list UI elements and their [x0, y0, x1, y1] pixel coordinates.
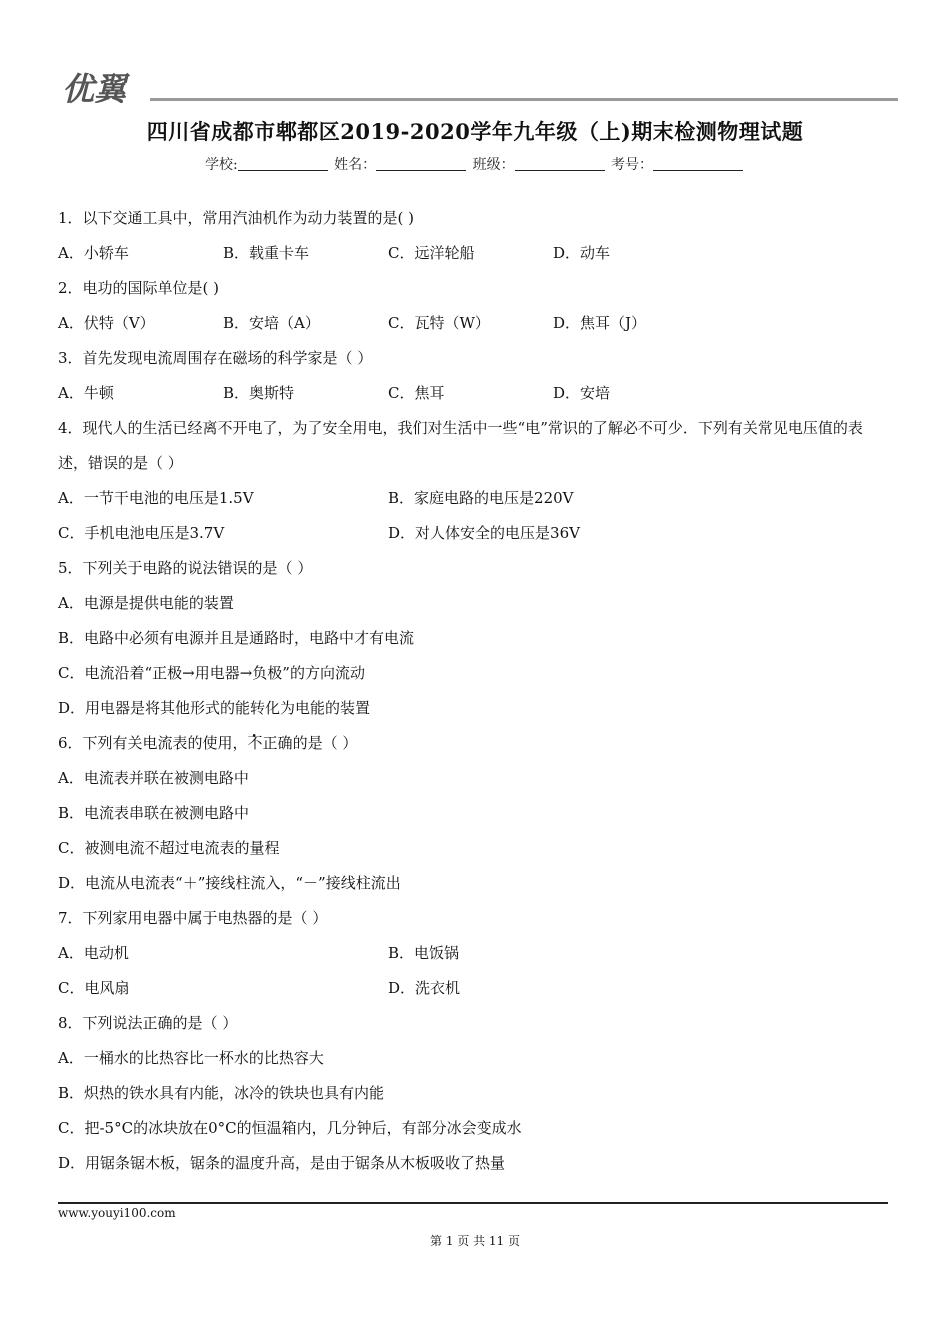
name-blank — [376, 156, 466, 171]
option-d: D．焦耳（J） — [553, 314, 647, 332]
name-label: 姓名： — [334, 157, 377, 173]
option-b: B．奥斯特 — [223, 384, 295, 402]
question-1-options — [58, 236, 888, 271]
question-list — [58, 201, 888, 1181]
option-d: D．用锯条锯木板，锯条的温度升高，是由于锯条从木板吸收了热量 — [58, 1154, 506, 1172]
option-a: A．伏特（V） — [58, 314, 155, 332]
option-d: D．动车 — [553, 244, 611, 262]
footer-website[interactable]: www.youyi100.com — [58, 1206, 176, 1220]
question-3: 3．首先发现电流周围存在磁场的科学家是（ ） — [58, 349, 373, 367]
option-a: A．电源是提供电能的装置 — [58, 594, 234, 612]
option-b: B．安培（A） — [223, 314, 320, 332]
page-number: 第 1 页 共 11 页 — [430, 1234, 520, 1248]
question-7: 7．下列家用电器中属于电热器的是（ ） — [58, 909, 328, 927]
option-a: A．小轿车 — [58, 244, 129, 262]
question-2-options — [58, 306, 888, 341]
option-d: D．对人体安全的电压是36V — [388, 524, 580, 542]
school-label: 学校: — [204, 157, 238, 173]
option-b: B．电饭锅 — [388, 944, 460, 962]
question-6-stem-end: 的是（ ） — [292, 734, 358, 752]
class-blank — [515, 156, 605, 171]
class-label: 班级： — [472, 157, 515, 173]
option-b: B．家庭电路的电压是220V — [388, 489, 574, 507]
question-4-options-row-2 — [58, 516, 888, 551]
question-1: 1．以下交通工具中，常用汽油机作为动力装置的是( ) — [58, 209, 415, 227]
school-blank — [238, 156, 328, 171]
option-b: B．载重卡车 — [223, 244, 310, 262]
header-rule — [150, 98, 898, 101]
question-3-options — [58, 376, 888, 411]
option-a: A．电流表并联在被测电路中 — [58, 769, 249, 787]
option-b: B．电流表串联在被测电路中 — [58, 804, 250, 822]
question-4: 4．现代人的生活已经离不开电了，为了安全用电，我们对生活中一些“电”常识的了解必不可少．下列有关常见电压值的表述，错误的是（ ） — [58, 419, 863, 472]
exam-number-label: 考号： — [611, 157, 654, 173]
option-a: A．一节干电池的电压是1.5V — [58, 489, 254, 507]
option-b: B．炽热的铁水具有内能，冰冷的铁块也具有内能 — [58, 1084, 385, 1102]
option-c: C．被测电流不超过电流表的量程 — [58, 839, 280, 857]
question-2: 2．电功的国际单位是( ) — [58, 279, 220, 297]
option-a: A．一桶水的比热容比一杯水的比热容大 — [58, 1049, 324, 1067]
exam-number-blank — [653, 156, 743, 171]
question-6-emphasis: 不正确 — [247, 734, 293, 752]
option-c: C．把-5°C的冰块放在0°C的恒温箱内，几分钟后，有部分冰会变成水 — [58, 1119, 522, 1137]
footer-rule — [58, 1202, 888, 1204]
question-5: 5．下列关于电路的说法错误的是（ ） — [58, 559, 313, 577]
option-b: B．电路中必须有电源并且是通路时，电路中才有电流 — [58, 629, 415, 647]
option-d: D．安培 — [553, 384, 611, 402]
option-c: C．电流沿着“正极→用电器→负极”的方向流动 — [58, 664, 365, 682]
option-d: D．电流从电流表“＋”接线柱流入，“－”接线柱流出 — [58, 874, 401, 892]
question-7-options-row-2 — [58, 971, 888, 1006]
option-c: C．焦耳 — [388, 384, 445, 402]
option-c: C．远洋轮船 — [388, 244, 475, 262]
page-title: 四川省成都市郫都区2019-2020学年九年级（上)期末检测物理试题 — [146, 119, 804, 144]
option-c: C．电风扇 — [58, 979, 130, 997]
option-c: C．瓦特（W） — [388, 314, 490, 332]
question-6-stem-start: 6．下列有关电流表的使用， — [58, 734, 248, 752]
question-8: 8．下列说法正确的是（ ） — [58, 1014, 238, 1032]
question-7-options-row-1 — [58, 936, 888, 971]
option-a: A．电动机 — [58, 944, 129, 962]
logo-text: 优翼 — [62, 70, 127, 106]
option-d: D．洗衣机 — [388, 979, 461, 997]
option-a: A．牛顿 — [58, 384, 114, 402]
question-6 — [58, 726, 888, 761]
option-d: D．用电器是将其他形式的能转化为电能的装置 — [58, 699, 371, 717]
question-4-options-row-1 — [58, 481, 888, 516]
option-c: C．手机电池电压是3.7V — [58, 524, 225, 542]
student-info-line — [0, 154, 950, 174]
